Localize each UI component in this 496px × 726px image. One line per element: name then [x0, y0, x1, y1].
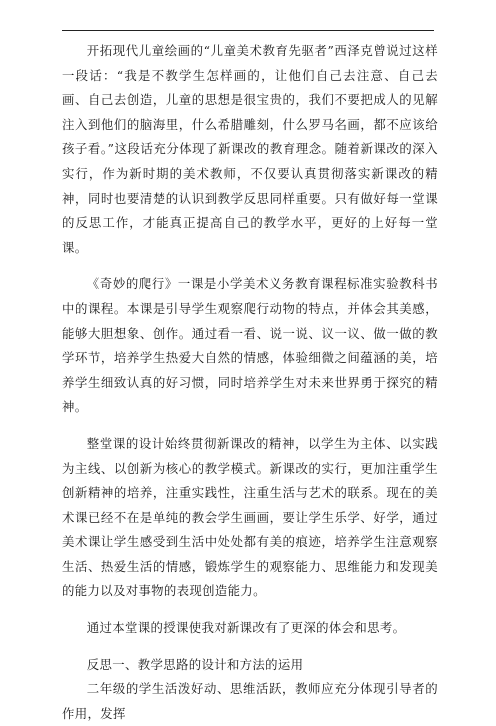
- section-heading: 反思一、教学思路的设计和方法的运用: [86, 656, 304, 672]
- header-rule: [62, 30, 434, 31]
- paragraph-reflection-intro: 通过本堂课的授课使我对新课改有了更深的体会和思考。: [86, 620, 406, 636]
- paragraph-lesson-overview: 《奇妙的爬行》一课是小学美术义务教育课程标准实验教科书中的课程。本课是引导学生观察爬行动物的特点，并体会其美感，能够大胆想象、创作。通过看一看、说一说、议一议、做一做的教学环节，培养学生热爱大自然的情感，体验细微之间蕴涵的美，培养学生细致认真的好习惯，同时培养学生对未来世界勇于探究的精神。: [62, 276, 438, 415]
- paragraph-lesson-design: 整堂课的设计始终贯彻新课改的精神，以学生为主体、以实践为主线、以创新为核心的教学模式。新课改的实行，更加注重学生创新精神的培养，注重实践性，注重生活与艺术的联系。现在的美术课已经不在是单纯的教会学生画画，要让学生乐学、好学，通过美术课让学生感受到生活中处处都有美的痕迹，培养学生注意观察生活、热爱生活的情感，锻炼学生的观察能力、思维能力和发现美的能力以及对事物的表现创造能力。: [62, 435, 438, 599]
- document-body: [62, 39, 438, 726]
- paragraph-section-start: 二年级的学生活泼好动、思维活跃，教师应充分体现引导者的作用，发挥: [62, 681, 438, 721]
- paragraph-intro: 开拓现代儿童绘画的“儿童美术教育先驱者”西泽克曾说过这样一段话：“我是不教学生怎样画的，让他们自己去注意、自己去画、自己去创造，儿童的思想是很宝贵的，我们不要把成人的见解注入到他们的脑海里，什么希腊雕刻，什么罗马名画，都不应该给孩子看。”这段话充分体现了新课改的教育理念。随着新课改的深入实行，作为新时期的美术教师，不仅要认真贯彻落实新课改的精神，同时也要清楚的认识到教学反思同样重要。只有做好每一堂课的反思工作，才能真正提高自己的教学水平，更好的上好每一堂课。: [62, 43, 438, 255]
